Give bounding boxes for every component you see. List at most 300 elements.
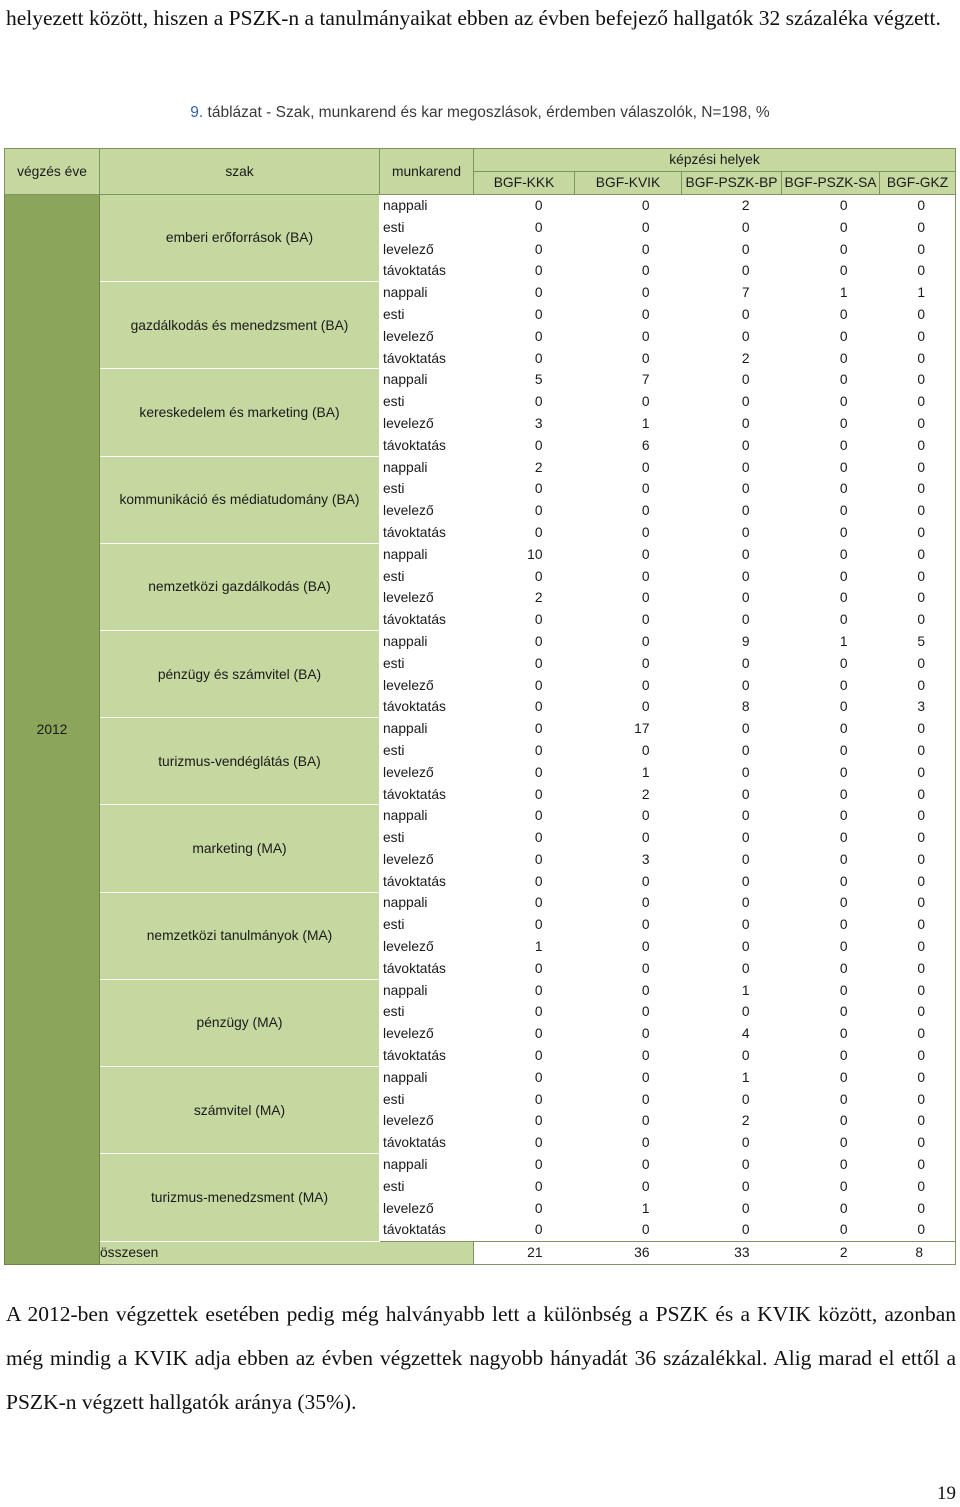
value-cell: 6 xyxy=(575,434,682,456)
value-cell: 0 xyxy=(880,892,956,914)
value-cell: 0 xyxy=(880,565,956,587)
value-cell: 0 xyxy=(782,565,880,587)
value-cell: 0 xyxy=(782,1154,880,1176)
value-cell: 0 xyxy=(782,674,880,696)
value-cell: 0 xyxy=(575,1219,682,1241)
value-cell: 0 xyxy=(682,1045,782,1067)
table-row xyxy=(5,718,956,740)
value-cell: 0 xyxy=(682,543,782,565)
schedule-label: esti xyxy=(380,1175,474,1197)
value-cell: 0 xyxy=(682,1001,782,1023)
value-cell: 0 xyxy=(575,1001,682,1023)
value-cell: 0 xyxy=(474,1219,575,1241)
value-cell: 0 xyxy=(682,936,782,958)
major-name: pénzügy (MA) xyxy=(100,979,380,1066)
value-cell: 3 xyxy=(474,413,575,435)
value-cell: 0 xyxy=(782,325,880,347)
value-cell: 0 xyxy=(682,238,782,260)
value-cell: 0 xyxy=(474,609,575,631)
value-cell: 0 xyxy=(782,761,880,783)
schedule-label: távoktatás xyxy=(380,609,474,631)
value-cell: 9 xyxy=(682,631,782,653)
table-row xyxy=(5,631,956,653)
value-cell: 0 xyxy=(880,1154,956,1176)
value-cell: 0 xyxy=(782,369,880,391)
major-name: gazdálkodás és menedzsment (BA) xyxy=(100,282,380,369)
total-value: 21 xyxy=(474,1241,575,1264)
value-cell: 0 xyxy=(474,347,575,369)
value-cell: 0 xyxy=(880,325,956,347)
schedule-label: távoktatás xyxy=(380,347,474,369)
total-value: 33 xyxy=(682,1241,782,1264)
major-name: marketing (MA) xyxy=(100,805,380,892)
value-cell: 0 xyxy=(575,609,682,631)
value-cell: 0 xyxy=(575,1175,682,1197)
value-cell: 0 xyxy=(782,914,880,936)
value-cell: 0 xyxy=(474,1023,575,1045)
value-cell: 2 xyxy=(682,1110,782,1132)
value-cell: 0 xyxy=(880,587,956,609)
value-cell: 0 xyxy=(880,652,956,674)
value-cell: 0 xyxy=(474,805,575,827)
schedule-label: esti xyxy=(380,478,474,500)
value-cell: 0 xyxy=(880,347,956,369)
value-cell: 0 xyxy=(880,914,956,936)
value-cell: 1 xyxy=(682,1066,782,1088)
value-cell: 0 xyxy=(880,194,956,216)
total-label: összesen xyxy=(100,1241,474,1264)
value-cell: 0 xyxy=(682,783,782,805)
value-cell: 3 xyxy=(880,696,956,718)
value-cell: 0 xyxy=(880,216,956,238)
value-cell: 0 xyxy=(782,1197,880,1219)
value-cell: 0 xyxy=(880,718,956,740)
value-cell: 0 xyxy=(782,979,880,1001)
major-name: emberi erőforrások (BA) xyxy=(100,194,380,282)
value-cell: 0 xyxy=(575,260,682,282)
value-cell: 0 xyxy=(575,1132,682,1154)
value-cell: 1 xyxy=(880,282,956,304)
value-cell: 0 xyxy=(474,238,575,260)
table-row xyxy=(5,1066,956,1088)
value-cell: 0 xyxy=(682,478,782,500)
table-row xyxy=(5,892,956,914)
value-cell: 17 xyxy=(575,718,682,740)
value-cell: 0 xyxy=(880,369,956,391)
value-cell: 0 xyxy=(880,478,956,500)
distribution-table xyxy=(4,148,956,1265)
value-cell: 0 xyxy=(880,413,956,435)
value-cell: 0 xyxy=(474,522,575,544)
major-name: kommunikáció és médiatudomány (BA) xyxy=(100,456,380,543)
schedule-label: levelező xyxy=(380,238,474,260)
total-value: 8 xyxy=(880,1241,956,1264)
value-cell: 0 xyxy=(682,1132,782,1154)
value-cell: 0 xyxy=(474,1088,575,1110)
schedule-label: esti xyxy=(380,304,474,326)
value-cell: 0 xyxy=(575,1154,682,1176)
value-cell: 0 xyxy=(474,914,575,936)
header-place: BGF-GKZ xyxy=(880,171,956,194)
value-cell: 0 xyxy=(575,957,682,979)
value-cell: 0 xyxy=(880,304,956,326)
value-cell: 0 xyxy=(474,1045,575,1067)
value-cell: 1 xyxy=(575,761,682,783)
value-cell: 0 xyxy=(880,391,956,413)
value-cell: 0 xyxy=(782,1088,880,1110)
major-name: pénzügy és számvitel (BA) xyxy=(100,631,380,718)
schedule-label: levelező xyxy=(380,1197,474,1219)
value-cell: 0 xyxy=(474,783,575,805)
value-cell: 2 xyxy=(682,194,782,216)
schedule-label: levelező xyxy=(380,1110,474,1132)
value-cell: 0 xyxy=(782,696,880,718)
value-cell: 0 xyxy=(782,652,880,674)
value-cell: 0 xyxy=(575,282,682,304)
value-cell: 10 xyxy=(474,543,575,565)
value-cell: 0 xyxy=(682,413,782,435)
value-cell: 0 xyxy=(880,740,956,762)
value-cell: 0 xyxy=(782,216,880,238)
value-cell: 0 xyxy=(575,522,682,544)
major-name: számvitel (MA) xyxy=(100,1066,380,1153)
value-cell: 0 xyxy=(474,1110,575,1132)
value-cell: 0 xyxy=(474,1066,575,1088)
value-cell: 0 xyxy=(474,849,575,871)
value-cell: 0 xyxy=(575,870,682,892)
value-cell: 0 xyxy=(575,391,682,413)
value-cell: 0 xyxy=(782,1132,880,1154)
value-cell: 0 xyxy=(880,522,956,544)
schedule-label: levelező xyxy=(380,587,474,609)
schedule-label: levelező xyxy=(380,500,474,522)
value-cell: 0 xyxy=(880,1175,956,1197)
value-cell: 0 xyxy=(782,1175,880,1197)
table-body xyxy=(5,194,956,1264)
value-cell: 2 xyxy=(474,587,575,609)
value-cell: 0 xyxy=(782,434,880,456)
schedule-label: esti xyxy=(380,1088,474,1110)
value-cell: 0 xyxy=(474,194,575,216)
value-cell: 0 xyxy=(575,696,682,718)
schedule-label: távoktatás xyxy=(380,870,474,892)
value-cell: 0 xyxy=(474,674,575,696)
value-cell: 1 xyxy=(782,282,880,304)
value-cell: 0 xyxy=(474,740,575,762)
value-cell: 0 xyxy=(880,238,956,260)
value-cell: 0 xyxy=(782,1023,880,1045)
value-cell: 1 xyxy=(782,631,880,653)
value-cell: 0 xyxy=(880,1197,956,1219)
year-cell: 2012 xyxy=(5,194,100,1264)
value-cell: 0 xyxy=(880,805,956,827)
schedule-label: nappali xyxy=(380,1154,474,1176)
header-place: BGF-PSZK-BP xyxy=(682,171,782,194)
value-cell: 0 xyxy=(782,957,880,979)
value-cell: 0 xyxy=(880,500,956,522)
caption-text: táblázat - Szak, munkarend és kar megoszlások, érdemben válaszolók, N=198, % xyxy=(207,104,770,121)
value-cell: 0 xyxy=(880,456,956,478)
header-place: BGF-KKK xyxy=(474,171,575,194)
value-cell: 0 xyxy=(880,761,956,783)
value-cell: 0 xyxy=(682,805,782,827)
schedule-label: nappali xyxy=(380,892,474,914)
value-cell: 7 xyxy=(682,282,782,304)
value-cell: 0 xyxy=(474,1132,575,1154)
schedule-label: esti xyxy=(380,565,474,587)
value-cell: 0 xyxy=(782,478,880,500)
schedule-label: nappali xyxy=(380,543,474,565)
value-cell: 0 xyxy=(782,1110,880,1132)
schedule-label: nappali xyxy=(380,979,474,1001)
value-cell: 0 xyxy=(575,1023,682,1045)
value-cell: 3 xyxy=(575,849,682,871)
value-cell: 0 xyxy=(682,304,782,326)
header-major: szak xyxy=(100,149,380,195)
value-cell: 0 xyxy=(682,216,782,238)
value-cell: 0 xyxy=(782,456,880,478)
value-cell: 0 xyxy=(782,347,880,369)
value-cell: 7 xyxy=(575,369,682,391)
header-place: BGF-KVIK xyxy=(575,171,682,194)
value-cell: 0 xyxy=(682,674,782,696)
caption-number: 9. xyxy=(190,104,204,121)
value-cell: 0 xyxy=(575,740,682,762)
major-name: turizmus-menedzsment (MA) xyxy=(100,1154,380,1242)
schedule-label: távoktatás xyxy=(380,957,474,979)
total-row xyxy=(5,1241,956,1264)
value-cell: 0 xyxy=(682,522,782,544)
value-cell: 0 xyxy=(474,631,575,653)
value-cell: 0 xyxy=(880,957,956,979)
table-row xyxy=(5,369,956,391)
value-cell: 0 xyxy=(575,456,682,478)
table-container xyxy=(4,148,956,1265)
value-cell: 0 xyxy=(880,849,956,871)
schedule-label: távoktatás xyxy=(380,522,474,544)
value-cell: 0 xyxy=(682,718,782,740)
value-cell: 0 xyxy=(782,522,880,544)
value-cell: 0 xyxy=(782,1219,880,1241)
major-name: nemzetközi tanulmányok (MA) xyxy=(100,892,380,979)
schedule-label: levelező xyxy=(380,674,474,696)
schedule-label: esti xyxy=(380,827,474,849)
value-cell: 0 xyxy=(880,979,956,1001)
value-cell: 0 xyxy=(682,260,782,282)
value-cell: 0 xyxy=(880,674,956,696)
schedule-label: távoktatás xyxy=(380,1045,474,1067)
value-cell: 0 xyxy=(782,936,880,958)
value-cell: 0 xyxy=(474,391,575,413)
value-cell: 0 xyxy=(575,631,682,653)
value-cell: 0 xyxy=(474,325,575,347)
value-cell: 0 xyxy=(682,1219,782,1241)
value-cell: 0 xyxy=(682,609,782,631)
schedule-label: nappali xyxy=(380,456,474,478)
value-cell: 0 xyxy=(474,478,575,500)
value-cell: 1 xyxy=(474,936,575,958)
value-cell: 2 xyxy=(474,456,575,478)
value-cell: 0 xyxy=(575,194,682,216)
value-cell: 0 xyxy=(575,587,682,609)
value-cell: 0 xyxy=(782,500,880,522)
schedule-label: esti xyxy=(380,914,474,936)
schedule-label: levelező xyxy=(380,849,474,871)
value-cell: 0 xyxy=(575,805,682,827)
value-cell: 0 xyxy=(575,1066,682,1088)
major-name: kereskedelem és marketing (BA) xyxy=(100,369,380,456)
value-cell: 0 xyxy=(474,718,575,740)
header-place: BGF-PSZK-SA xyxy=(782,171,880,194)
value-cell: 0 xyxy=(782,827,880,849)
value-cell: 0 xyxy=(782,849,880,871)
value-cell: 0 xyxy=(575,1110,682,1132)
schedule-label: távoktatás xyxy=(380,434,474,456)
value-cell: 0 xyxy=(682,849,782,871)
schedule-label: távoktatás xyxy=(380,260,474,282)
value-cell: 0 xyxy=(474,870,575,892)
value-cell: 0 xyxy=(474,304,575,326)
value-cell: 0 xyxy=(682,565,782,587)
value-cell: 0 xyxy=(782,870,880,892)
value-cell: 0 xyxy=(782,413,880,435)
value-cell: 0 xyxy=(474,892,575,914)
value-cell: 0 xyxy=(682,587,782,609)
value-cell: 0 xyxy=(575,979,682,1001)
value-cell: 0 xyxy=(782,1066,880,1088)
value-cell: 0 xyxy=(782,740,880,762)
value-cell: 0 xyxy=(682,369,782,391)
schedule-label: levelező xyxy=(380,936,474,958)
major-name: turizmus-vendéglátás (BA) xyxy=(100,718,380,805)
major-name: nemzetközi gazdálkodás (BA) xyxy=(100,543,380,630)
value-cell: 0 xyxy=(474,260,575,282)
schedule-label: távoktatás xyxy=(380,696,474,718)
value-cell: 0 xyxy=(782,587,880,609)
value-cell: 0 xyxy=(880,1023,956,1045)
value-cell: 0 xyxy=(682,652,782,674)
value-cell: 0 xyxy=(782,783,880,805)
table-row xyxy=(5,543,956,565)
value-cell: 0 xyxy=(782,609,880,631)
value-cell: 0 xyxy=(575,500,682,522)
schedule-label: levelező xyxy=(380,325,474,347)
value-cell: 0 xyxy=(880,936,956,958)
value-cell: 0 xyxy=(782,1045,880,1067)
header-year: végzés éve xyxy=(5,149,100,195)
table-row xyxy=(5,194,956,216)
value-cell: 0 xyxy=(782,805,880,827)
value-cell: 0 xyxy=(575,478,682,500)
value-cell: 0 xyxy=(575,1088,682,1110)
schedule-label: távoktatás xyxy=(380,1132,474,1154)
value-cell: 0 xyxy=(782,1001,880,1023)
value-cell: 0 xyxy=(682,740,782,762)
value-cell: 0 xyxy=(880,609,956,631)
value-cell: 0 xyxy=(575,936,682,958)
schedule-label: nappali xyxy=(380,1066,474,1088)
value-cell: 0 xyxy=(474,827,575,849)
intro-paragraph: helyezett között, hiszen a PSZK-n a tanulmányaikat ebben az évben befejező hallgatók 32 százaléka végzett. xyxy=(6,6,941,30)
value-cell: 0 xyxy=(474,652,575,674)
value-cell: 5 xyxy=(880,631,956,653)
value-cell: 0 xyxy=(880,1132,956,1154)
value-cell: 0 xyxy=(782,543,880,565)
value-cell: 0 xyxy=(682,1175,782,1197)
value-cell: 0 xyxy=(682,892,782,914)
value-cell: 0 xyxy=(782,892,880,914)
value-cell: 8 xyxy=(682,696,782,718)
value-cell: 0 xyxy=(474,500,575,522)
value-cell: 0 xyxy=(575,892,682,914)
schedule-label: esti xyxy=(380,652,474,674)
value-cell: 0 xyxy=(682,1197,782,1219)
value-cell: 0 xyxy=(880,434,956,456)
value-cell: 0 xyxy=(682,914,782,936)
value-cell: 0 xyxy=(682,827,782,849)
value-cell: 0 xyxy=(474,957,575,979)
value-cell: 0 xyxy=(575,827,682,849)
outro-paragraph: A 2012-ben végzettek esetében pedig még halványabb lett a különbség a PSZK és a KVIK között, azonban még mindig a KVIK adja ebben az évben végzettek nagyobb hányadát 36 százalékkal. Alig marad el ettől a PSZK-n végzett hallgatók aránya (35%). xyxy=(6,1302,956,1414)
header-training-places: képzési helyek xyxy=(474,149,956,172)
schedule-label: levelező xyxy=(380,413,474,435)
value-cell: 0 xyxy=(575,1045,682,1067)
table-row xyxy=(5,282,956,304)
value-cell: 1 xyxy=(682,979,782,1001)
schedule-label: nappali xyxy=(380,282,474,304)
value-cell: 0 xyxy=(682,1088,782,1110)
value-cell: 0 xyxy=(474,282,575,304)
value-cell: 0 xyxy=(575,347,682,369)
schedule-label: nappali xyxy=(380,194,474,216)
schedule-label: nappali xyxy=(380,631,474,653)
value-cell: 0 xyxy=(682,325,782,347)
schedule-label: esti xyxy=(380,216,474,238)
value-cell: 0 xyxy=(474,979,575,1001)
value-cell: 0 xyxy=(782,194,880,216)
value-cell: 0 xyxy=(782,260,880,282)
table-row xyxy=(5,979,956,1001)
schedule-label: távoktatás xyxy=(380,783,474,805)
value-cell: 0 xyxy=(782,718,880,740)
schedule-label: nappali xyxy=(380,369,474,391)
schedule-label: esti xyxy=(380,1001,474,1023)
total-value: 36 xyxy=(575,1241,682,1264)
value-cell: 0 xyxy=(682,870,782,892)
value-cell: 0 xyxy=(575,914,682,936)
value-cell: 0 xyxy=(474,434,575,456)
schedule-label: nappali xyxy=(380,805,474,827)
value-cell: 0 xyxy=(880,260,956,282)
value-cell: 0 xyxy=(880,1001,956,1023)
value-cell: 0 xyxy=(474,761,575,783)
schedule-label: esti xyxy=(380,391,474,413)
value-cell: 0 xyxy=(682,761,782,783)
schedule-label: levelező xyxy=(380,1023,474,1045)
value-cell: 0 xyxy=(682,434,782,456)
value-cell: 0 xyxy=(682,1154,782,1176)
value-cell: 0 xyxy=(575,543,682,565)
value-cell: 0 xyxy=(880,1110,956,1132)
schedule-label: távoktatás xyxy=(380,1219,474,1241)
value-cell: 4 xyxy=(682,1023,782,1045)
value-cell: 0 xyxy=(682,957,782,979)
value-cell: 0 xyxy=(474,1175,575,1197)
value-cell: 0 xyxy=(474,565,575,587)
value-cell: 0 xyxy=(880,870,956,892)
table-row xyxy=(5,805,956,827)
value-cell: 0 xyxy=(575,216,682,238)
